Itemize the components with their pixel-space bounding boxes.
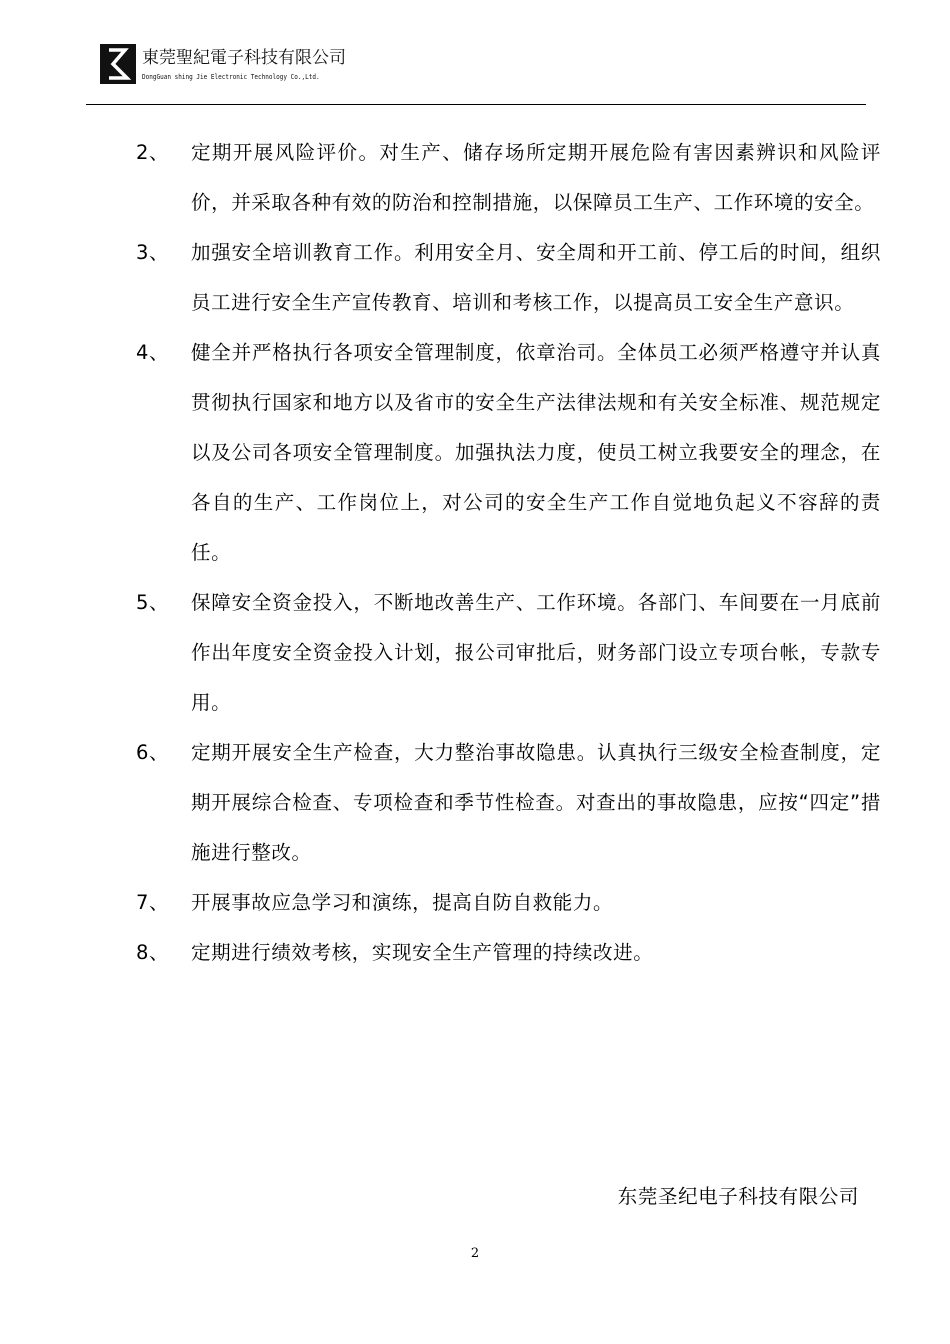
- company-name-cn: 東莞聖紀電子科技有限公司: [142, 48, 346, 68]
- item-number: 5、: [136, 591, 170, 614]
- item-number: 7、: [136, 891, 170, 914]
- item-text: 开展事故应急学习和演练，提高自防自救能力。: [191, 891, 614, 914]
- list-item: [0, 228, 881, 328]
- list-item: [0, 578, 881, 728]
- list-item: [0, 878, 881, 928]
- list-item: [0, 728, 881, 878]
- item-number: 2、: [136, 141, 170, 164]
- list-item: [0, 328, 881, 578]
- header-divider: [86, 104, 866, 105]
- list-item: [0, 928, 881, 978]
- item-text: 保障安全资金投入，不断地改善生产、工作环境。各部门、车间要在一月底前作出年度安全资金投入计划，报公司审批后，财务部门设立专项台帐，专款专用。: [191, 591, 881, 714]
- list-item: [0, 128, 881, 228]
- item-number: 4、: [136, 341, 170, 364]
- item-text: 定期开展安全生产检查，大力整治事故隐患。认真执行三级安全检查制度，定期开展综合检查、专项检查和季节性检查。对查出的事故隐患，应按“四定”措施进行整改。: [191, 741, 881, 864]
- item-text: 健全并严格执行各项安全管理制度，依章治司。全体员工必须严格遵守并认真贯彻执行国家和地方以及省市的安全生产法律法规和有关安全标准、规范规定以及公司各项安全管理制度。加强执法力度，使员工树立我要安全的理念，在各自的生产、工作岗位上，对公司的安全生产工作自觉地负起义不容辞的责任。: [191, 341, 881, 564]
- item-number: 3、: [136, 241, 170, 264]
- letterhead: [100, 40, 870, 110]
- company-name-en: DongGuan shing Jie Electronic Technology Co.,Ltd.: [142, 73, 320, 81]
- item-text: 加强安全培训教育工作。利用安全月、安全周和开工前、停工后的时间，组织员工进行安全生产宣传教育、培训和考核工作，以提高员工安全生产意识。: [191, 241, 881, 314]
- item-number: 6、: [136, 741, 170, 764]
- item-text: 定期进行绩效考核，实现安全生产管理的持续改进。: [191, 941, 654, 964]
- item-text: 定期开展风险评价。对生产、储存场所定期开展危险有害因素辨识和风险评价，并采取各种有效的防治和控制措施，以保障员工生产、工作环境的安全。: [191, 141, 881, 214]
- document-body: [0, 128, 950, 978]
- item-number: 8、: [136, 941, 170, 964]
- company-signature: 东莞圣纪电子科技有限公司: [617, 1185, 859, 1208]
- page-number: 2: [470, 1246, 480, 1261]
- company-logo-icon: [100, 44, 136, 84]
